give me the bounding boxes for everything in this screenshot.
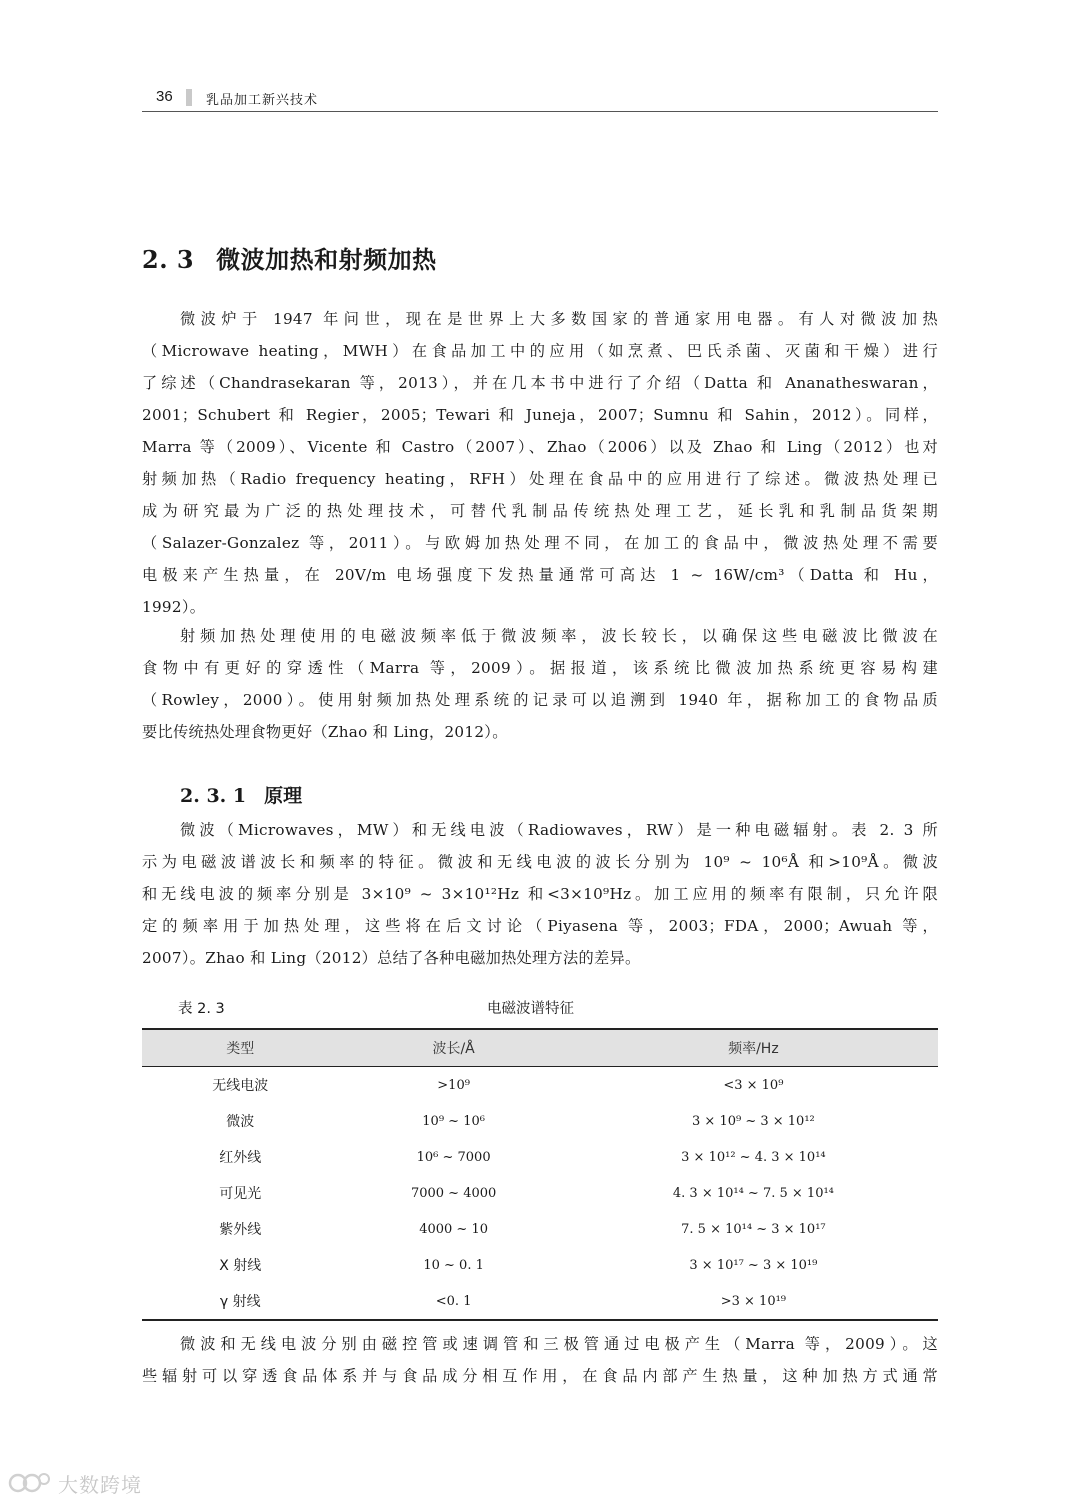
text-line: 成为研究最为广泛的热处理技术，可替代乳制品传统热处理工艺，延长乳和乳制品货架期	[142, 502, 938, 520]
table-label: 表 2. 3	[178, 1001, 225, 1017]
cell-frequency: 3 × 10¹⁷ ~ 3 × 10¹⁹	[689, 1257, 818, 1273]
running-header	[142, 86, 938, 112]
cell-wavelength: 4000 ~ 10	[419, 1221, 489, 1237]
cell-wavelength: 10 ~ 0. 1	[423, 1257, 484, 1273]
book-title: 乳品加工新兴技术	[206, 93, 319, 108]
text-line: （Salazer-Gonzalez 等，2011）。与欧姆加热处理不同，在加工的食品中，微波热处理不需要	[142, 534, 938, 552]
cell-frequency: >3 × 10¹⁹	[720, 1293, 787, 1309]
subsection-title: 原理	[264, 785, 303, 807]
paragraph-1	[142, 303, 938, 623]
cell-type: 微波	[226, 1114, 255, 1130]
text-line: 射频加热处理使用的电磁波频率低于微波频率，波长较长，以确保这些电磁波比微波在	[180, 627, 938, 645]
table-title: 电磁波谱特征	[487, 1001, 574, 1017]
table-row	[142, 1103, 938, 1139]
cell-wavelength: 7000 ~ 4000	[410, 1185, 497, 1201]
paragraph-3	[142, 814, 938, 974]
cell-wavelength: 10⁹ ~ 10⁶	[422, 1113, 485, 1129]
text-line: （Rowley，2000）。使用射频加热处理系统的记录可以追溯到 1940 年，据称加工的食物品质	[142, 691, 938, 709]
cell-type: 无线电波	[212, 1078, 269, 1094]
cell-type: γ 射线	[219, 1294, 261, 1310]
text-line: 些辐射可以穿透食品体系并与食品成分相互作用，在食品内部产生热量，这种加热方式通常	[142, 1367, 938, 1385]
table-row	[142, 1139, 938, 1175]
cell-wavelength: <0. 1	[435, 1293, 472, 1309]
subsection-heading	[180, 781, 302, 808]
paragraph-2	[142, 620, 938, 748]
text-line: 2001；Schubert 和 Regier，2005；Tewari 和 Juneja，2007；Sumnu 和 Sahin，2012）。同样，	[142, 406, 938, 424]
table-row	[142, 1175, 938, 1211]
section-title: 微波加热和射频加热	[216, 245, 437, 274]
text-line: 1992）。	[142, 598, 206, 616]
cell-type: 可见光	[219, 1186, 262, 1202]
watermark	[8, 1466, 142, 1500]
table-row	[142, 1067, 938, 1104]
watermark-logo-icon	[8, 1469, 52, 1497]
section-heading	[142, 240, 437, 275]
spectrum-table	[142, 1028, 938, 1321]
text-line: 微波和无线电波分别由磁控管或速调管和三极管通过电极产生（Marra 等，2009）。这	[180, 1335, 938, 1353]
text-line: 射频加热（Radio frequency heating，RFH）处理在食品中的应用进行了综述。微波热处理已	[142, 470, 938, 488]
cell-frequency: <3 × 10⁹	[723, 1077, 784, 1093]
cell-wavelength: 10⁶ ~ 7000	[416, 1149, 491, 1165]
text-line: 2007）。Zhao 和 Ling（2012）总结了各种电磁加热处理方法的差异。	[142, 949, 641, 967]
header-rule	[142, 111, 938, 112]
cell-wavelength: >10⁹	[437, 1077, 470, 1093]
paragraph-4	[142, 1328, 938, 1392]
subsection-number: 2. 3. 1	[180, 785, 247, 807]
section-number: 2. 3	[142, 245, 195, 274]
watermark-text: 大数跨境	[58, 1472, 142, 1497]
table-row	[142, 1247, 938, 1283]
text-line: 微波炉于 1947 年问世，现在是世界上大多数国家的普通家用电器。有人对微波加热	[180, 310, 938, 328]
header-type: 类型	[226, 1041, 255, 1057]
text-line: 和无线电波的频率分别是 3×10⁹ ~ 3×10¹²Hz 和<3×10⁹Hz。加工应用的频率有限制，只允许限	[142, 885, 938, 903]
cell-frequency: 3 × 10⁹ ~ 3 × 10¹²	[692, 1113, 815, 1129]
header-frequency: 频率/Hz	[728, 1041, 779, 1057]
page-number: 36	[156, 88, 173, 105]
header-divider-bar	[186, 89, 192, 106]
text-line: 示为电磁波谱波长和频率的特征。微波和无线电波的波长分别为 10⁹ ~ 10⁶Å 和>10⁹Å。微波	[142, 853, 938, 871]
table-row	[142, 1211, 938, 1247]
table-row	[142, 1283, 938, 1320]
text-line: （Microwave heating，MWH）在食品加工中的应用（如烹煮、巴氏杀菌、灭菌和干燥）进行	[142, 342, 938, 360]
text-line: 了综述（Chandrasekaran 等，2013），并在几本书中进行了介绍（Datta 和 Ananatheswaran，	[142, 374, 938, 392]
cell-type: 红外线	[219, 1150, 262, 1166]
table-header-row	[142, 1029, 938, 1067]
text-line: 食物中有更好的穿透性（Marra 等，2009）。据报道，该系统比微波加热系统更容易构建	[142, 659, 938, 677]
text-line: 要比传统热处理食物更好（Zhao 和 Ling，2012）。	[142, 723, 508, 741]
cell-type: X 射线	[219, 1258, 262, 1274]
text-line: 定的频率用于加热处理，这些将在后文讨论（Piyasena 等，2003；FDA，2000；Awuah 等，	[142, 917, 938, 935]
cell-type: 紫外线	[219, 1222, 262, 1238]
text-line: 电极来产生热量，在 20V/m 电场强度下发热量通常可高达 1 ~ 16W/cm³（Datta 和 Hu，	[142, 566, 938, 584]
header-wavelength: 波长/Å	[432, 1041, 475, 1057]
text-line: 微波（Microwaves，MW）和无线电波（Radiowaves，RW）是一种电磁辐射。表 2. 3 所	[180, 821, 938, 839]
cell-frequency: 3 × 10¹² ~ 4. 3 × 10¹⁴	[681, 1149, 826, 1165]
cell-frequency: 4. 3 × 10¹⁴ ~ 7. 5 × 10¹⁴	[672, 1185, 834, 1201]
text-line: Marra 等（2009）、Vicente 和 Castro（2007）、Zhao（2006）以及 Zhao 和 Ling（2012）也对	[142, 438, 938, 456]
cell-frequency: 7. 5 × 10¹⁴ ~ 3 × 10¹⁷	[681, 1221, 826, 1237]
